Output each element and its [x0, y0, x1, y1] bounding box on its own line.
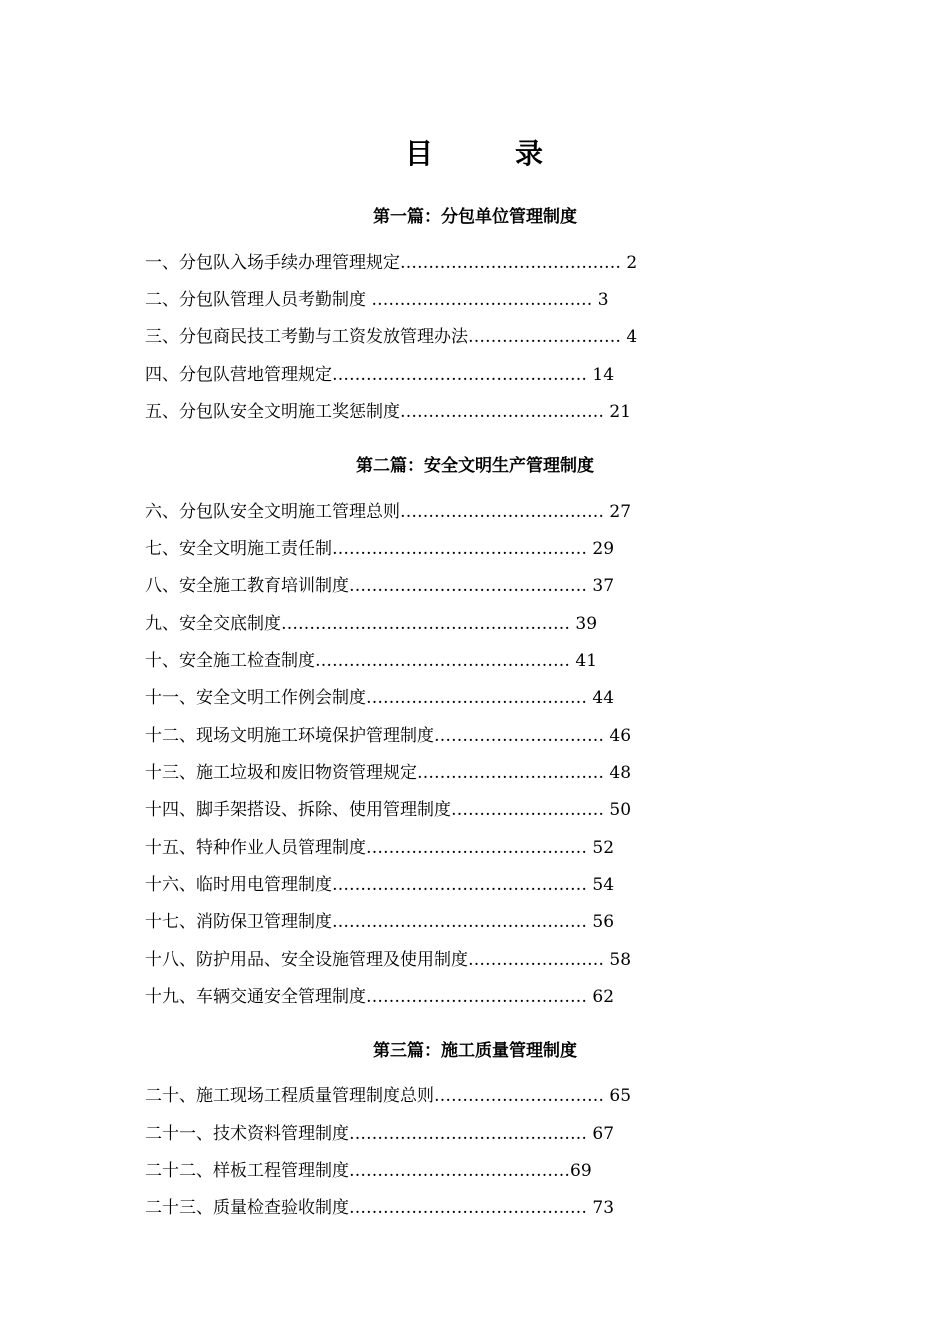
toc-entry[interactable]: 七、安全文明施工责任制……………………………………… 29 — [145, 539, 615, 559]
toc-entry[interactable]: 九、安全交底制度…………………………………………… 39 — [145, 614, 598, 634]
toc-entry[interactable]: 二十三、质量检查验收制度…………………………………… 73 — [145, 1198, 615, 1218]
toc-entry[interactable]: 十五、特种作业人员管理制度………………………………… 52 — [145, 838, 615, 858]
toc-entry[interactable]: 三、分包商民技工考勤与工资发放管理办法……………………… 4 — [145, 327, 638, 347]
section-heading: 第二篇：安全文明生产管理制度 — [356, 456, 594, 476]
toc-entry[interactable]: 十七、消防保卫管理制度……………………………………… 56 — [145, 912, 615, 932]
toc-entry[interactable]: 六、分包队安全文明施工管理总则……………………………… 27 — [145, 502, 632, 522]
toc-entry[interactable]: 五、分包队安全文明施工奖惩制度……………………………… 21 — [145, 402, 632, 422]
toc-entry[interactable]: 十三、施工垃圾和废旧物资管理规定…………………………… 48 — [145, 763, 632, 783]
toc-entry[interactable]: 十四、脚手架搭设、拆除、使用管理制度……………………… 50 — [145, 800, 632, 820]
section-heading: 第一篇：分包单位管理制度 — [373, 207, 577, 227]
section-heading: 第三篇：施工质量管理制度 — [373, 1041, 577, 1061]
title-char-1: 目 — [404, 137, 435, 170]
toc-entry[interactable]: 十、安全施工检查制度……………………………………… 41 — [145, 651, 598, 671]
toc-entry[interactable]: 四、分包队营地管理规定……………………………………… 14 — [145, 365, 615, 385]
toc-entry[interactable]: 十八、防护用品、安全设施管理及使用制度…………………… 58 — [145, 950, 632, 970]
toc-entry[interactable]: 二十二、样板工程管理制度…………………………………69 — [145, 1161, 592, 1181]
toc-entry[interactable]: 二十、施工现场工程质量管理制度总则………………………… 65 — [145, 1086, 632, 1106]
toc-entry[interactable]: 二、分包队管理人员考勤制度 ………………………………… 3 — [145, 290, 609, 310]
toc-entry[interactable]: 一、分包队入场手续办理管理规定………………………………… 2 — [145, 253, 638, 273]
toc-entry[interactable]: 二十一、技术资料管理制度…………………………………… 67 — [145, 1124, 615, 1144]
toc-entry[interactable]: 十九、车辆交通安全管理制度………………………………… 62 — [145, 987, 615, 1007]
toc-entry[interactable]: 八、安全施工教育培训制度…………………………………… 37 — [145, 576, 615, 596]
toc-entry[interactable]: 十二、现场文明施工环境保护管理制度………………………… 46 — [145, 726, 632, 746]
toc-entry[interactable]: 十六、临时用电管理制度……………………………………… 54 — [145, 875, 615, 895]
toc-entry[interactable]: 十一、安全文明工作例会制度………………………………… 44 — [145, 688, 615, 708]
title-char-2: 录 — [515, 137, 546, 170]
page-title — [0, 132, 950, 172]
